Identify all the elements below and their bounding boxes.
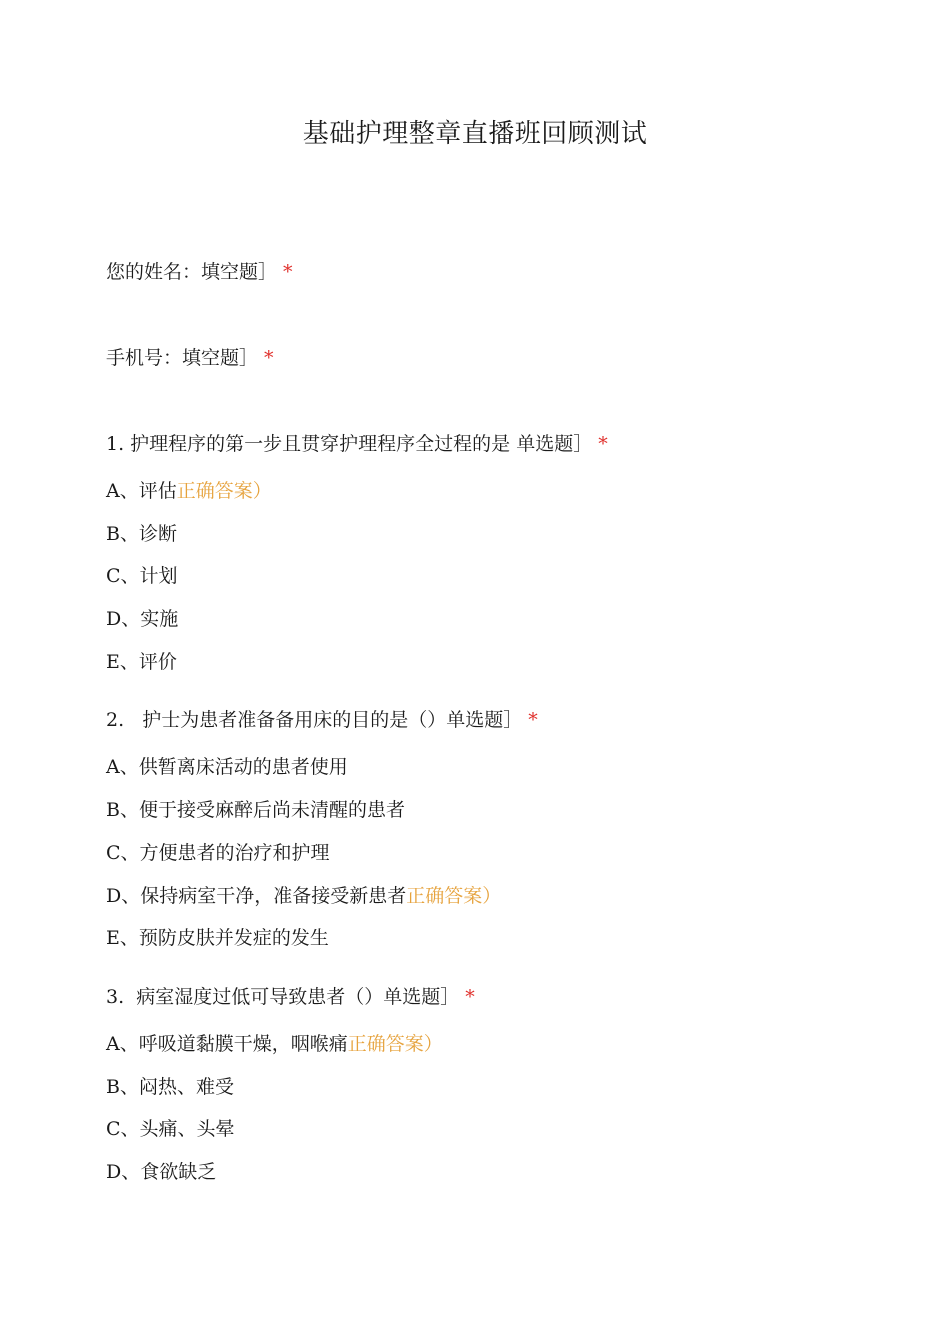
phone-field-label — [106, 343, 274, 370]
question-1-option-a[interactable] — [106, 476, 272, 503]
option-text: B、便于接受麻醉后尚未清醒的患者 — [106, 799, 405, 821]
question-text: 1. 护理程序的第一步且贯穿护理程序全过程的是 单选题］ — [106, 433, 593, 455]
question-text: 3. 病室湿度过低可导致患者（）单选题］ — [106, 986, 460, 1008]
option-text: E、评价 — [106, 651, 177, 673]
correct-answer-note: 正确答案） — [176, 480, 272, 502]
option-text: C、计划 — [106, 565, 178, 587]
option-text: D、实施 — [106, 608, 179, 630]
question-3-title — [106, 982, 475, 1009]
question-3-option-b[interactable] — [106, 1072, 234, 1099]
option-text: A、评估 — [106, 480, 177, 502]
option-text: C、头痛、头晕 — [106, 1118, 235, 1140]
question-text: 2. 护士为患者准备备用床的目的是（）单选题］ — [106, 709, 523, 731]
option-text: E、预防皮肤并发症的发生 — [106, 927, 329, 949]
question-1-option-d[interactable] — [106, 604, 178, 631]
option-text: A、呼吸道黏膜干燥，咽喉痛 — [106, 1033, 348, 1055]
field-label-text: 手机号：填空题］ — [106, 347, 259, 369]
option-text: A、供暂离床活动的患者使用 — [106, 756, 348, 778]
required-mark: * — [528, 709, 538, 731]
question-2-option-e[interactable] — [106, 923, 329, 950]
question-3-option-d[interactable] — [106, 1157, 216, 1184]
question-2-option-c[interactable] — [106, 838, 330, 865]
question-2-option-d[interactable] — [106, 881, 501, 908]
required-mark: * — [465, 986, 475, 1008]
option-text: C、方便患者的治疗和护理 — [106, 842, 330, 864]
required-mark: * — [598, 433, 608, 455]
required-mark: * — [264, 347, 274, 369]
field-label-text: 您的姓名：填空题］ — [106, 261, 278, 283]
question-1-option-e[interactable] — [106, 647, 177, 674]
option-text: B、诊断 — [106, 523, 177, 545]
option-text: D、保持病室干净，准备接受新患者 — [106, 885, 407, 907]
question-2-option-a[interactable] — [106, 752, 348, 779]
question-2-title — [106, 705, 538, 732]
question-1-title — [106, 429, 608, 456]
page-title: 基础护理整章直播班回顾测试 — [302, 119, 648, 149]
question-1-option-c[interactable] — [106, 561, 178, 588]
required-mark: * — [283, 261, 293, 283]
correct-answer-note: 正确答案） — [406, 885, 502, 907]
option-text: D、食欲缺乏 — [106, 1161, 217, 1183]
question-3-option-a[interactable] — [106, 1029, 443, 1056]
correct-answer-note: 正确答案） — [347, 1033, 443, 1055]
name-field-label — [106, 257, 293, 284]
question-3-option-c[interactable] — [106, 1114, 235, 1141]
question-1-option-b[interactable] — [106, 519, 177, 546]
option-text: B、闷热、难受 — [106, 1076, 234, 1098]
question-2-option-b[interactable] — [106, 795, 405, 822]
